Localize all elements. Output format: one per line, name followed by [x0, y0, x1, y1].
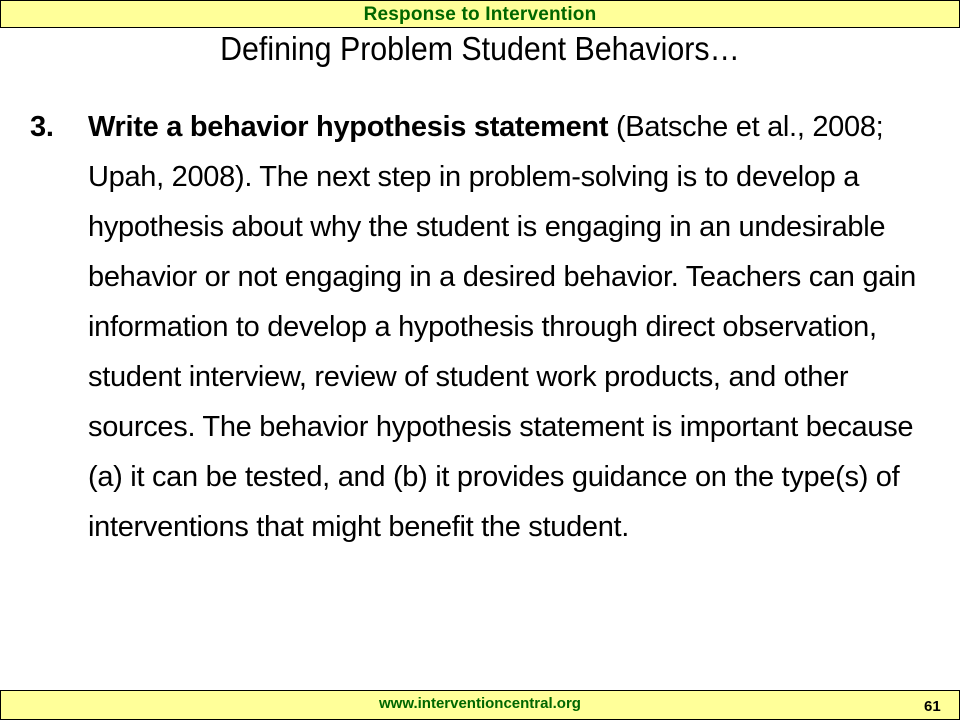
numbered-point — [30, 102, 950, 552]
page-number: 61 — [924, 698, 941, 715]
point-body: (Batsche et al., 2008; Upah, 2008). The next step in problem-solving is to develop a hypothesis about why the student is engaging in an undesirable behavior or not engaging in a desired behavior. Teachers can gain information to develop a hypothesis through direct observation, student interview, review of student work products, and other sources. The behavior hypothesis statement is important because (a) it can be tested, and (b) it provides guidance on the type(s) of interventions that might benefit the student. — [88, 111, 917, 543]
point-heading: Write a behavior hypothesis statement — [88, 111, 609, 143]
point-number: 3. — [30, 111, 54, 143]
slide-title: Defining Problem Student Behaviors… — [220, 30, 740, 67]
header-title: Response to Intervention — [363, 4, 597, 25]
footer-url[interactable]: www.interventioncentral.org — [379, 695, 581, 712]
point-text — [88, 102, 920, 552]
